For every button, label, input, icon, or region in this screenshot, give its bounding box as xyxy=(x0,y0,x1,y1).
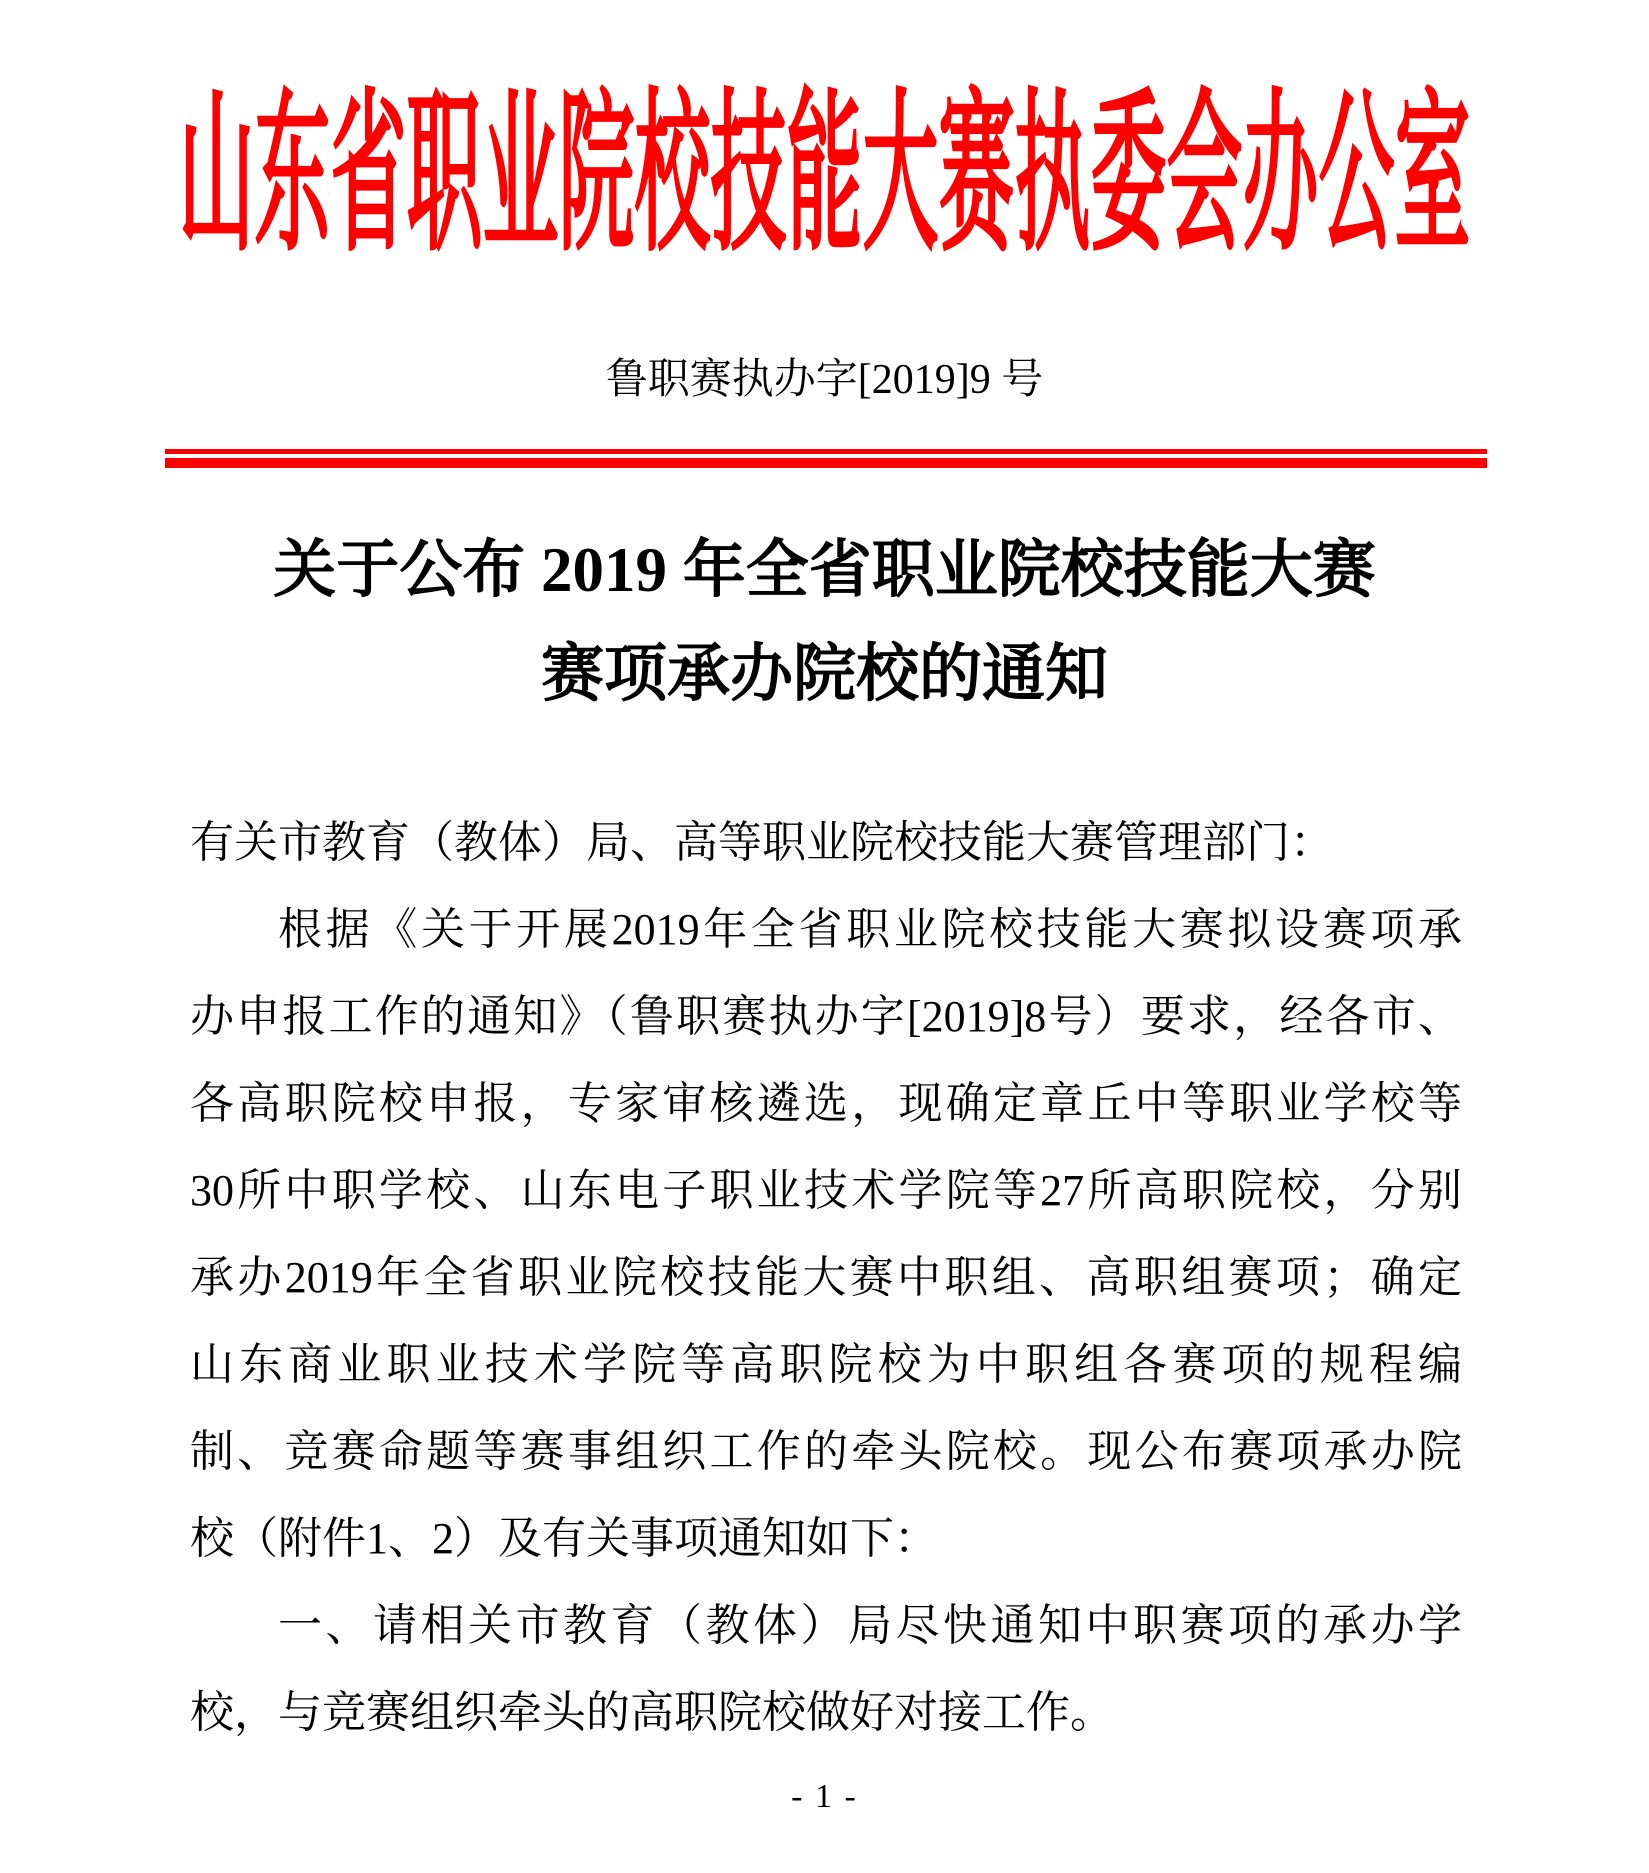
body-line: 30所中职学校、山东电子职业技术学院等27所高职院校，分别 xyxy=(190,1166,1462,1215)
page-number: - 1 - xyxy=(791,1778,858,1815)
red-divider-thin-line xyxy=(165,449,1487,454)
body-line: 山东商业职业技术学院等高职院校为中职组各赛项的规程编 xyxy=(190,1340,1462,1389)
body-line: 一、请相关市教育（教体）局尽快通知中职赛项的承办学 xyxy=(278,1601,1462,1650)
body-line: 制、竞赛命题等赛事组织工作的牵头院校。现公布赛项承办院 xyxy=(190,1427,1462,1476)
red-divider xyxy=(165,449,1487,468)
body-line: 有关市教育（教体）局、高等职业院校技能大赛管理部门： xyxy=(190,818,1334,867)
body-line: 校（附件1、2）及有关事项通知如下： xyxy=(190,1514,938,1563)
body-line: 办申报工作的通知》（鲁职赛执办字[2019]8号）要求，经各市、 xyxy=(190,992,1462,1041)
document-title-line-1: 关于公布 2019 年全省职业院校技能大赛 xyxy=(273,535,1376,605)
body-line: 各高职院校申报，专家审核遴选，现确定章丘中等职业学校等 xyxy=(190,1079,1462,1128)
document-title-line-2: 赛项承办院校的通知 xyxy=(541,639,1108,709)
body-line: 校，与竞赛组织牵头的高职院校做好对接工作。 xyxy=(190,1688,1114,1737)
red-divider-thick-line xyxy=(165,458,1487,468)
letterhead: 山东省职业院校技能大赛执委会办公室 xyxy=(178,80,1471,274)
body-line: 承办2019年全省职业院校技能大赛中职组、高职组赛项；确定 xyxy=(190,1253,1462,1302)
body-line: 根据《关于开展2019年全省职业院校技能大赛拟设赛项承 xyxy=(278,905,1462,954)
doc-number: 鲁职赛执办字[2019]9 号 xyxy=(605,357,1044,403)
document-title xyxy=(0,518,1649,726)
document-body xyxy=(190,799,1462,1756)
